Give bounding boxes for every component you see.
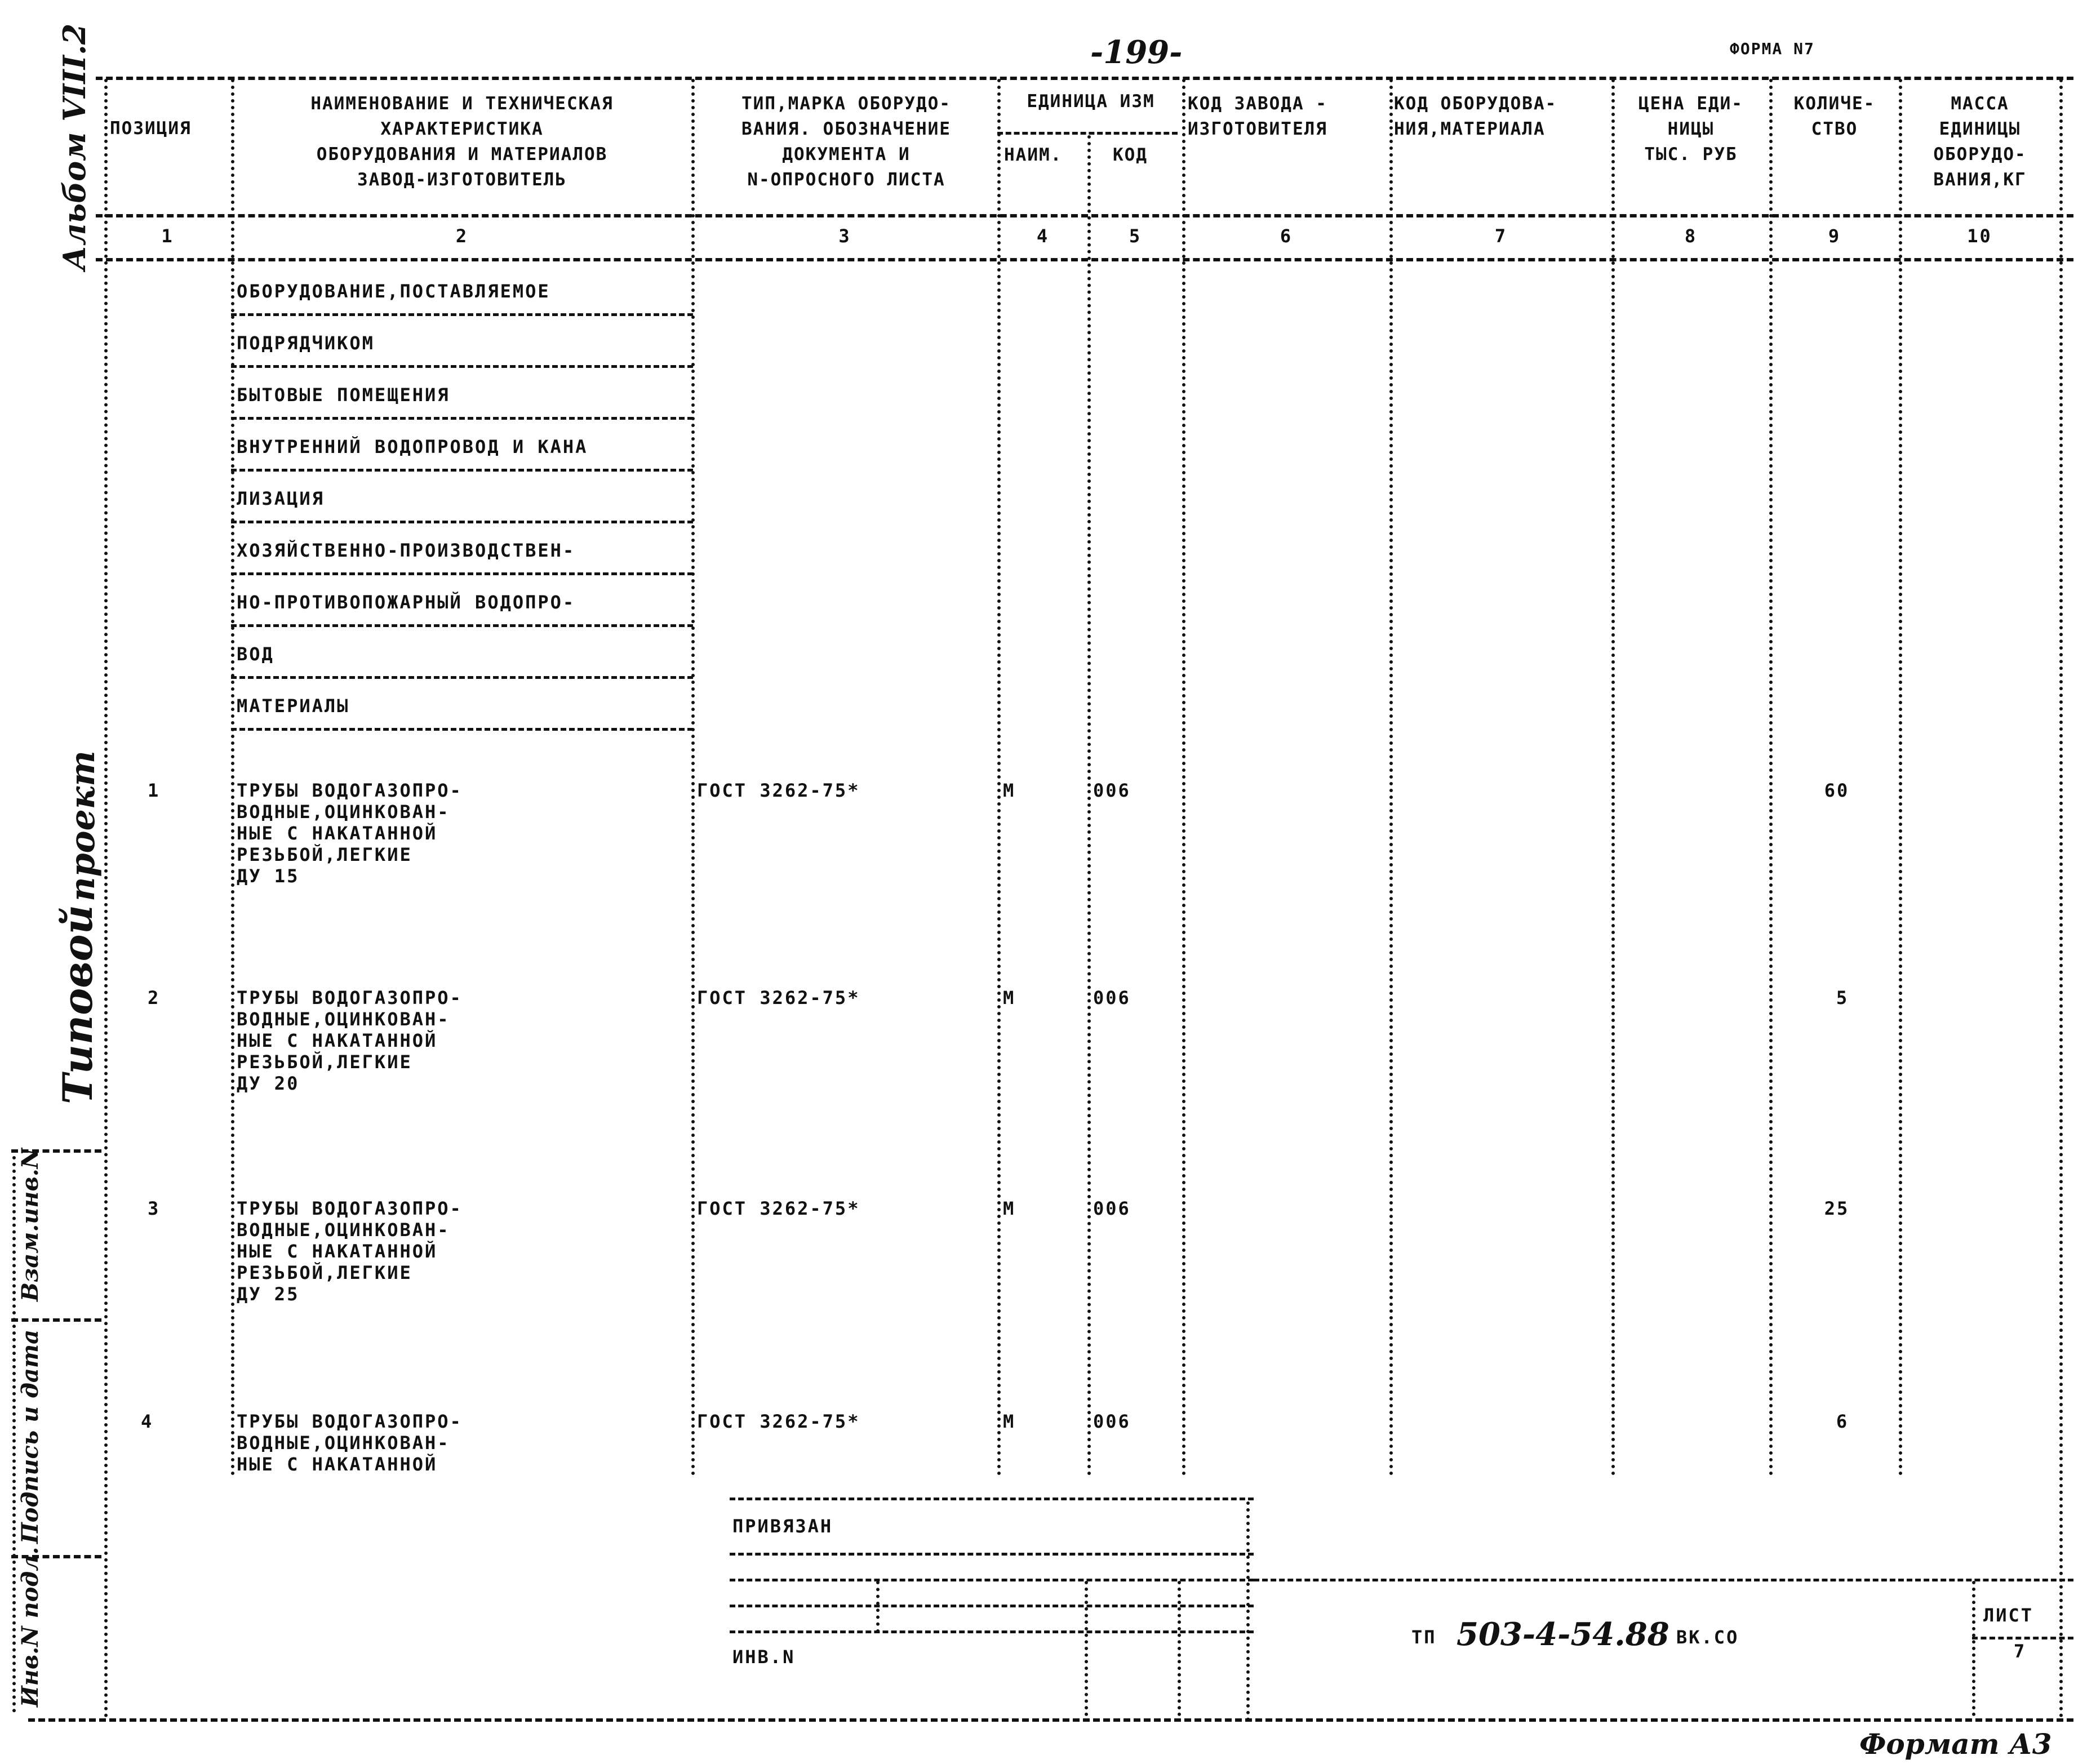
- stamp-sheet-number: 7: [2013, 1641, 2027, 1662]
- format-label: Формат А3: [1859, 1727, 2052, 1761]
- item-name-line: ТРУБЫ ВОДОГАЗОПРО-: [237, 780, 463, 801]
- col-divider: [1611, 79, 1615, 1476]
- margin-box-replace: Взам.инв.N: [17, 1148, 43, 1301]
- item-name-line: НЫЕ С НАКАТАННОЙ: [237, 1241, 438, 1262]
- col-divider: [1769, 79, 1773, 1476]
- col-divider: [1899, 79, 1902, 1476]
- item-doc: ГОСТ 3262-75*: [697, 1411, 860, 1432]
- item-quantity: 25: [1824, 1198, 1850, 1219]
- header-separator: [96, 214, 2073, 217]
- item-position: 1: [148, 780, 161, 801]
- section-rule: [231, 313, 693, 316]
- item-quantity: 5: [1836, 987, 1849, 1008]
- item-name-line: ВОДНЫЕ,ОЦИНКОВАН-: [237, 1008, 450, 1030]
- unit-subheader-line: [997, 132, 1178, 135]
- item-name-line: РЕЗЬБОЙ,ЛЕГКИЕ: [237, 844, 412, 865]
- stamp-line: [730, 1553, 1254, 1556]
- stamp-sheet-label: ЛИСТ: [1983, 1605, 2034, 1626]
- item-name-line: ДУ 20: [237, 1073, 300, 1094]
- stamp-project-number: 503-4-54.88: [1456, 1616, 1669, 1653]
- header-type: ТИП,МАРКА ОБОРУДО- ВАНИЯ. ОБОЗНАЧЕНИЕ ДОКУМЕНТА И N-ОПРОСНОГО ЛИСТА: [741, 94, 951, 190]
- header-name: НАИМЕНОВАНИЕ И ТЕХНИЧЕСКАЯ ХАРАКТЕРИСТИКА ОБОРУДОВАНИЯ И МАТЕРИАЛОВ ЗАВОД-ИЗГОТОВИТЕЛЬ: [310, 94, 614, 190]
- stamp-divider: [876, 1581, 880, 1633]
- stamp-inv: ИНВ.N: [732, 1646, 796, 1668]
- item-doc: ГОСТ 3262-75*: [697, 780, 860, 801]
- colnum-separator: [96, 258, 2073, 261]
- margin-divider: [12, 1149, 16, 1713]
- margin-divider: [11, 1555, 101, 1558]
- item-doc: ГОСТ 3262-75*: [697, 987, 860, 1008]
- item-code: 006: [1093, 780, 1131, 801]
- stamp-project-suffix: ВК.СО: [1676, 1627, 1739, 1648]
- col-number: 4: [1036, 225, 1050, 247]
- stamp-divider: [1178, 1581, 1181, 1716]
- table-border-top: [96, 77, 2073, 80]
- col-number: 3: [838, 225, 851, 247]
- item-quantity: 6: [1836, 1411, 1849, 1432]
- item-unit: М: [1003, 780, 1016, 801]
- item-position: 2: [148, 987, 161, 1008]
- col-divider: [104, 79, 108, 1718]
- item-unit: М: [1003, 1411, 1016, 1432]
- col-divider: [1087, 135, 1091, 1476]
- item-name-line: ВОДНЫЕ,ОЦИНКОВАН-: [237, 801, 450, 823]
- col-number: 8: [1684, 225, 1698, 247]
- stamp-privyazan: ПРИВЯЗАН: [732, 1516, 833, 1537]
- header-equipment-code: КОД ОБОРУДОВА- НИЯ,МАТЕРИАЛА: [1394, 94, 1557, 139]
- col-divider: [997, 79, 1001, 1476]
- item-name-line: РЕЗЬБОЙ,ЛЕГКИЕ: [237, 1051, 412, 1073]
- margin-divider: [11, 1149, 101, 1153]
- section-line: БЫТОВЫЕ ПОМЕЩЕНИЯ: [237, 384, 450, 406]
- col-divider: [1182, 79, 1185, 1476]
- item-name-line: ДУ 15: [237, 865, 300, 887]
- margin-project: проект: [63, 750, 103, 901]
- item-name-line: ТРУБЫ ВОДОГАЗОПРО-: [237, 1411, 463, 1432]
- section-rule: [231, 676, 693, 679]
- col-number: 1: [161, 225, 174, 247]
- item-position: 4: [141, 1411, 154, 1432]
- col-number: 10: [1967, 225, 1992, 247]
- header-unit: ЕДИНИЦА ИЗМ: [1027, 91, 1155, 112]
- section-line: ПОДРЯДЧИКОМ: [237, 332, 375, 354]
- header-quantity: КОЛИЧЕ- СТВО: [1793, 94, 1876, 139]
- header-unit-code: КОД: [1113, 145, 1148, 165]
- section-rule: [231, 572, 693, 575]
- stamp-line: [730, 1630, 1254, 1633]
- col-divider: [231, 79, 234, 1476]
- col-number: 7: [1494, 225, 1508, 247]
- item-name-line: НЫЕ С НАКАТАННОЙ: [237, 823, 438, 844]
- item-unit: М: [1003, 987, 1016, 1008]
- item-name-line: РЕЗЬБОЙ,ЛЕГКИЕ: [237, 1262, 412, 1283]
- col-number: 6: [1280, 225, 1293, 247]
- item-code: 006: [1093, 1411, 1131, 1432]
- item-position: 3: [148, 1198, 161, 1219]
- stamp-line: [1254, 1579, 2073, 1581]
- margin-box-signature: Подпись и дата: [17, 1329, 43, 1544]
- item-unit: М: [1003, 1198, 1016, 1219]
- item-quantity: 60: [1824, 780, 1850, 801]
- header-position: ПОЗИЦИЯ: [110, 118, 192, 139]
- stamp-project-prefix: ТП: [1411, 1627, 1437, 1648]
- col-divider: [2059, 79, 2063, 1718]
- section-rule: [231, 417, 693, 420]
- item-name-line: ТРУБЫ ВОДОГАЗОПРО-: [237, 987, 463, 1008]
- section-rule: [231, 624, 693, 627]
- stamp-divider: [1085, 1581, 1088, 1716]
- section-line: НО-ПРОТИВОПОЖАРНЫЙ ВОДОПРО-: [237, 592, 576, 613]
- stamp-line: [730, 1498, 1254, 1500]
- margin-box-original: Инв.N подл.: [17, 1547, 43, 1707]
- stamp-line: [730, 1605, 1254, 1607]
- section-rule: [231, 469, 693, 472]
- item-name-line: НЫЕ С НАКАТАННОЙ: [237, 1030, 438, 1051]
- item-doc: ГОСТ 3262-75*: [697, 1198, 860, 1219]
- item-name-line: ДУ 25: [237, 1283, 300, 1305]
- stamp-line: [1972, 1637, 2073, 1639]
- section-rule: [231, 728, 693, 731]
- table-border-bottom: [28, 1718, 2073, 1722]
- section-rule: [231, 521, 693, 523]
- item-code: 006: [1093, 1198, 1131, 1219]
- col-number: 2: [455, 225, 469, 247]
- col-number: 5: [1129, 225, 1142, 247]
- stamp-divider: [1972, 1581, 1975, 1716]
- section-rule: [231, 365, 693, 368]
- margin-album: Альбом VIII.2: [56, 23, 92, 270]
- section-line: ВОД: [237, 643, 274, 665]
- stamp-line: [730, 1579, 1254, 1581]
- page-number: -199-: [1090, 34, 1183, 71]
- col-divider: [1389, 79, 1393, 1476]
- header-price: ЦЕНА ЕДИ- НИЦЫ ТЫС. РУБ: [1638, 94, 1743, 165]
- form-label: ФОРМА N7: [1730, 39, 1815, 58]
- margin-divider: [11, 1318, 101, 1322]
- stamp-divider: [1246, 1501, 1250, 1721]
- item-name-line: ВОДНЫЕ,ОЦИНКОВАН-: [237, 1219, 450, 1241]
- margin-typical: Типовой: [54, 905, 101, 1104]
- section-line: ВНУТРЕННИЙ ВОДОПРОВОД И КАНА: [237, 436, 588, 457]
- section-line: ОБОРУДОВАНИЕ,ПОСТАВЛЯЕМОЕ: [237, 281, 550, 302]
- section-line: ЛИЗАЦИЯ: [237, 488, 325, 509]
- item-name-line: ТРУБЫ ВОДОГАЗОПРО-: [237, 1198, 463, 1219]
- header-unit-name: НАИМ.: [1004, 145, 1063, 165]
- col-divider: [691, 79, 695, 1476]
- section-line: ХОЗЯЙСТВЕННО-ПРОИЗВОДСТВЕН-: [237, 540, 576, 561]
- item-name-line: НЫЕ С НАКАТАННОЙ: [237, 1454, 438, 1475]
- item-name-line: ВОДНЫЕ,ОЦИНКОВАН-: [237, 1432, 450, 1454]
- section-line: МАТЕРИАЛЫ: [237, 695, 350, 717]
- col-number: 9: [1828, 225, 1841, 247]
- item-code: 006: [1093, 987, 1131, 1008]
- header-mass: МАССА ЕДИНИЦЫ ОБОРУДО- ВАНИЯ,КГ: [1933, 94, 2027, 190]
- header-factory-code: КОД ЗАВОДА - ИЗГОТОВИТЕЛЯ: [1188, 94, 1327, 139]
